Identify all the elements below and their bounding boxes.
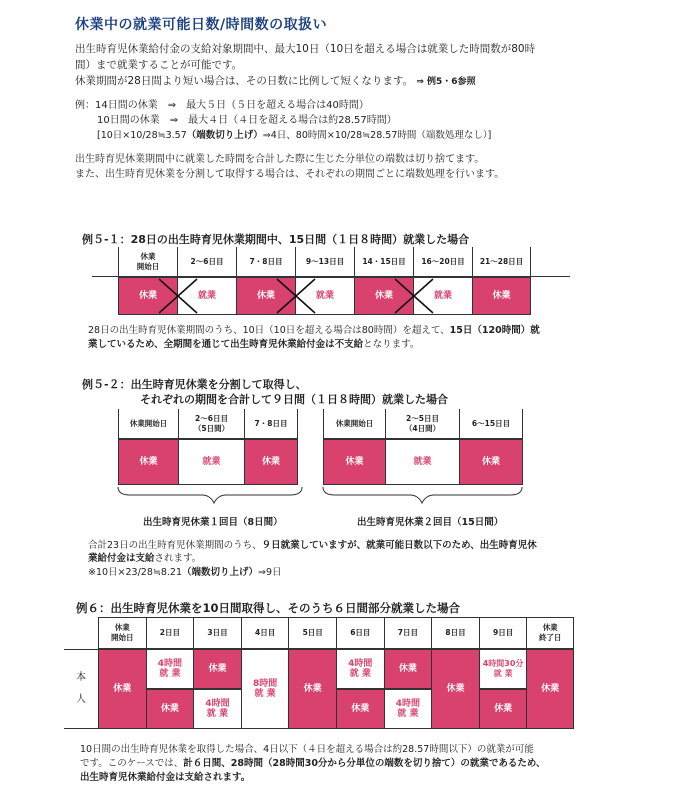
leave-cell: 休業 (98, 649, 146, 729)
day-header: 5日目 (288, 617, 336, 649)
cross-marks (92, 247, 570, 315)
example-5-1-note-1: 28日の出生時育児休業期間のうち、10日（10日を超える場合は80時間）を超えて、15日（120時間）就 (88, 325, 540, 336)
day-header: 2日目 (146, 617, 194, 649)
rounding-line-1: 出生時育児休業期間中に就業した時間を合計した際に生じた分単位の端数は切り捨てます。 (75, 154, 485, 165)
leave-cell: 休業 (384, 649, 432, 689)
timeline-header: 21～28日目 (472, 247, 531, 277)
day-header: 休業 終了日 (526, 617, 574, 649)
timeline-header: 2～6日目 (177, 247, 236, 277)
work-cell: 4時間30分 就 業 (479, 649, 527, 689)
day-header: 9日目 (479, 617, 527, 649)
day-header: 7日目 (384, 617, 432, 649)
example-line-2: 10日間の休業 ⇒ 最大４日（４日を超える場合は約28.57時間） (97, 115, 397, 126)
example-6-note-3: 出生時育児休業給付金は支給されます。 (80, 772, 251, 783)
period-header: 休業開始日 (118, 409, 178, 439)
example-5-2-caption-2: 出生時育児休業２回目（15日間） (357, 517, 504, 528)
leave-cell: 休業 (459, 439, 523, 485)
work-cell: 4時間 就 業 (193, 689, 241, 729)
work-cell: 就業 (178, 439, 244, 485)
example-6-table (64, 617, 574, 737)
leave-cell: 休業 (118, 439, 178, 485)
day-header: 4日目 (241, 617, 289, 649)
example-line-1: 例：14日間の休業 ⇒ 最大５日（５日を超える場合は40時間） (75, 100, 369, 111)
leave-cell: 休業 (244, 439, 298, 485)
leave-cell: 休業 (472, 277, 531, 315)
day-header: 3日目 (193, 617, 241, 649)
timeline-header: 休業 開始日 (118, 247, 177, 277)
leave-cell: 休業 (526, 649, 574, 729)
example-6-note-1: 10日間の出生時育児休業を取得した場合、4日以下（４日を超える場合は約28.57時間以下）の就業が可能 (80, 744, 534, 755)
rounding-line-2: また、出生時育児休業を分割して取得する場合は、それぞれの期間ごとに端数処理を行います。 (75, 169, 505, 180)
period-header: 休業開始日 (323, 409, 385, 439)
intro-line-1: 出生時育児休業給付金の支給対象期間中、最大10日（10日を超える場合は就業した時間数が80時 (75, 43, 536, 55)
leave-cell: 休業 (146, 689, 194, 729)
intro-line-2: 間）まで就業することが可能です。 (75, 59, 243, 71)
day-header: 休業 開始日 (98, 617, 146, 649)
leave-cell: 休業 (479, 689, 527, 729)
day-header: 6日目 (336, 617, 384, 649)
example-6-heading: 例６：出生時育児休業を10日間取得し、そのうち６日間部分就業した場合 (76, 601, 460, 615)
work-cell: 4時間 就 業 (336, 649, 384, 689)
leave-cell: 休業 (354, 277, 413, 315)
example-5-2-braces (110, 485, 540, 517)
example-5-2-heading-2: それぞれの期間を合計して９日間（１日８時間）就業した場合 (140, 393, 448, 406)
work-cell: 就業 (385, 439, 459, 485)
example-5-2-note-3: ※10日×23/28≒8.21（端数切り上げ）⇒9日 (88, 567, 282, 578)
example-6-note-2: です。このケースでは、計６日間、28時間（28時間30分から分単位の端数を切り捨て）の就業であるため、 (80, 758, 546, 769)
leave-cell: 休業 (431, 649, 479, 729)
leave-cell: 休業 (236, 277, 295, 315)
day-header: 8日目 (431, 617, 479, 649)
leave-cell: 休業 (336, 689, 384, 729)
example-5-2-first-period (118, 409, 298, 487)
work-cell: 就業 (177, 277, 236, 315)
example-5-2-note-1: 合計23日の出生時育児休業期間のうち、９日就業していますが、就業可能日数以下のため、出生時育児休 (88, 540, 537, 551)
leave-cell: 休業 (118, 277, 177, 315)
page-title: 休業中の就業可能日数/時間数の取扱い (75, 17, 328, 33)
work-cell: 4時間 就 業 (146, 649, 194, 689)
work-cell: 就業 (413, 277, 472, 315)
timeline-header: 14・15日目 (354, 247, 413, 277)
leave-cell: 休業 (323, 439, 385, 485)
example-5-1-note-2: 業しているため、全期間を通じて出生時育児休業給付金は不支給となります。 (88, 339, 420, 350)
period-header: 7・8日目 (244, 409, 298, 439)
leave-cell: 休業 (193, 649, 241, 689)
period-header: 2～6日目 （5日間） (178, 409, 244, 439)
example-5-2-second-period (323, 409, 523, 487)
leave-cell: 休業 (288, 649, 336, 729)
example-5-1-timeline (92, 247, 570, 315)
example-5-2-heading-1: 例５-２：出生時育児休業を分割して取得し、 (82, 378, 307, 391)
intro-line-3: 休業期間が28日間より短い場合は、その日数に比例して短くなります。 ⇒ 例5・6参照 (75, 75, 476, 87)
timeline-header: 16～20日目 (413, 247, 472, 277)
work-cell: 就業 (295, 277, 354, 315)
work-cell: 8時間 就 業 (241, 649, 289, 729)
example-5-2-caption-1: 出生時育児休業１回目（8日間） (143, 517, 283, 528)
period-header: 2～5日目 （4日間） (385, 409, 459, 439)
timeline-header: 9～13日目 (295, 247, 354, 277)
example-5-1-heading: 例５-１：28日の出生時育児休業期間中、15日間（１日８時間）就業した場合 (82, 233, 470, 246)
work-cell: 4時間 就 業 (384, 689, 432, 729)
example-line-3: [10日×10/28≒3.57（端数切り上げ）⇒4日、80時間×10/28≒28.57時間（端数処理なし）] (97, 130, 492, 141)
timeline-header: 7・8日目 (236, 247, 295, 277)
example-5-2-note-2: 業給付金は支給されます。 (88, 553, 202, 564)
period-header: 6～15日目 (459, 409, 523, 439)
row-label-self: 本 人 (64, 649, 98, 729)
